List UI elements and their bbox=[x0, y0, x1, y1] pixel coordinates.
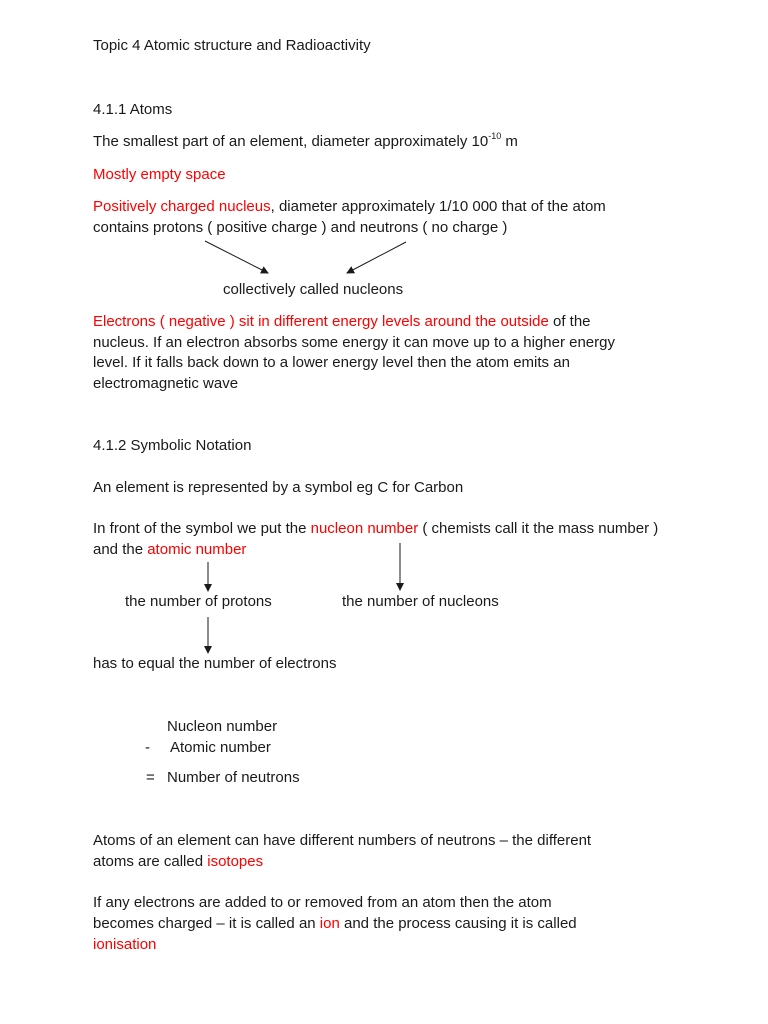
atom-size-unit: m bbox=[501, 133, 518, 150]
electrons-line-2: nucleus. If an electron absorbs some energy it can move up to a higher energy bbox=[93, 334, 615, 351]
calc-nucleon-number: Nucleon number bbox=[167, 718, 278, 735]
electrons-highlight: Electrons ( negative ) sit in different energy levels around the outside bbox=[93, 313, 549, 330]
page-title: Topic 4 Atomic structure and Radioactivity bbox=[93, 37, 371, 54]
collectively-nucleons: collectively called nucleons bbox=[223, 281, 404, 298]
atom-size-text: The smallest part of an element, diameter approximately 10 bbox=[93, 133, 489, 150]
nucleus-rest: , diameter approximately 1/10 000 that of the atom bbox=[270, 198, 606, 215]
isotopes-pre: atoms are called bbox=[93, 853, 208, 870]
ion-pre: becomes charged – it is called an bbox=[93, 915, 320, 932]
isotopes-line-2 bbox=[93, 851, 263, 872]
and-the-atomic-line bbox=[93, 539, 246, 560]
nucleon-number-highlight: nucleon number bbox=[310, 520, 419, 537]
ionisation-word: ionisation bbox=[93, 936, 157, 953]
section-heading-atoms: 4.1.1 Atoms bbox=[93, 101, 173, 118]
nucleus-highlight: Positively charged nucleus bbox=[93, 198, 271, 215]
equal-electrons: has to equal the number of electrons bbox=[93, 655, 337, 672]
isotopes-highlight: isotopes bbox=[207, 853, 264, 870]
arrow-protons-to-nucleons bbox=[205, 241, 268, 273]
calc-equals-sign: = bbox=[146, 769, 155, 786]
nucleus-line bbox=[93, 196, 606, 217]
front-pre: In front of the symbol we put the bbox=[93, 520, 311, 537]
arrow-neutrons-to-nucleons bbox=[347, 242, 406, 273]
electrons-rest: of the bbox=[548, 313, 591, 330]
mostly-empty-space: Mostly empty space bbox=[93, 166, 226, 183]
contains-line: contains protons ( positive charge ) and neutrons ( no charge ) bbox=[93, 219, 508, 236]
ion-highlight: ion bbox=[319, 915, 340, 932]
ion-post: and the process causing it is called bbox=[339, 915, 577, 932]
atom-size-line bbox=[93, 131, 518, 152]
atom-size-exponent: -10 bbox=[488, 131, 502, 141]
electrons-line-4: electromagnetic wave bbox=[93, 375, 239, 392]
element-symbol-line: An element is represented by a symbol eg C for Carbon bbox=[93, 479, 464, 496]
isotopes-line-1: Atoms of an element can have different numbers of neutrons – the different bbox=[93, 832, 592, 849]
number-of-protons: the number of protons bbox=[125, 593, 272, 610]
and-the: and the bbox=[93, 541, 148, 558]
section-heading-symbolic: 4.1.2 Symbolic Notation bbox=[93, 437, 252, 454]
front-post: ( chemists call it the mass number ) bbox=[418, 520, 659, 537]
atomic-number-highlight: atomic number bbox=[147, 541, 247, 558]
ion-line-1: If any electrons are added to or removed from an atom then the atom bbox=[93, 894, 552, 911]
electrons-line-3: level. If it falls back down to a lower energy level then the atom emits an bbox=[93, 354, 570, 371]
calc-number-of-neutrons: Number of neutrons bbox=[167, 769, 300, 786]
ion-line-2 bbox=[93, 913, 577, 934]
electrons-line-1 bbox=[93, 311, 591, 332]
calc-atomic-number: Atomic number bbox=[170, 739, 271, 756]
front-of-symbol-line bbox=[93, 518, 658, 539]
calc-minus-sign: - bbox=[145, 739, 150, 756]
number-of-nucleons: the number of nucleons bbox=[342, 593, 499, 610]
